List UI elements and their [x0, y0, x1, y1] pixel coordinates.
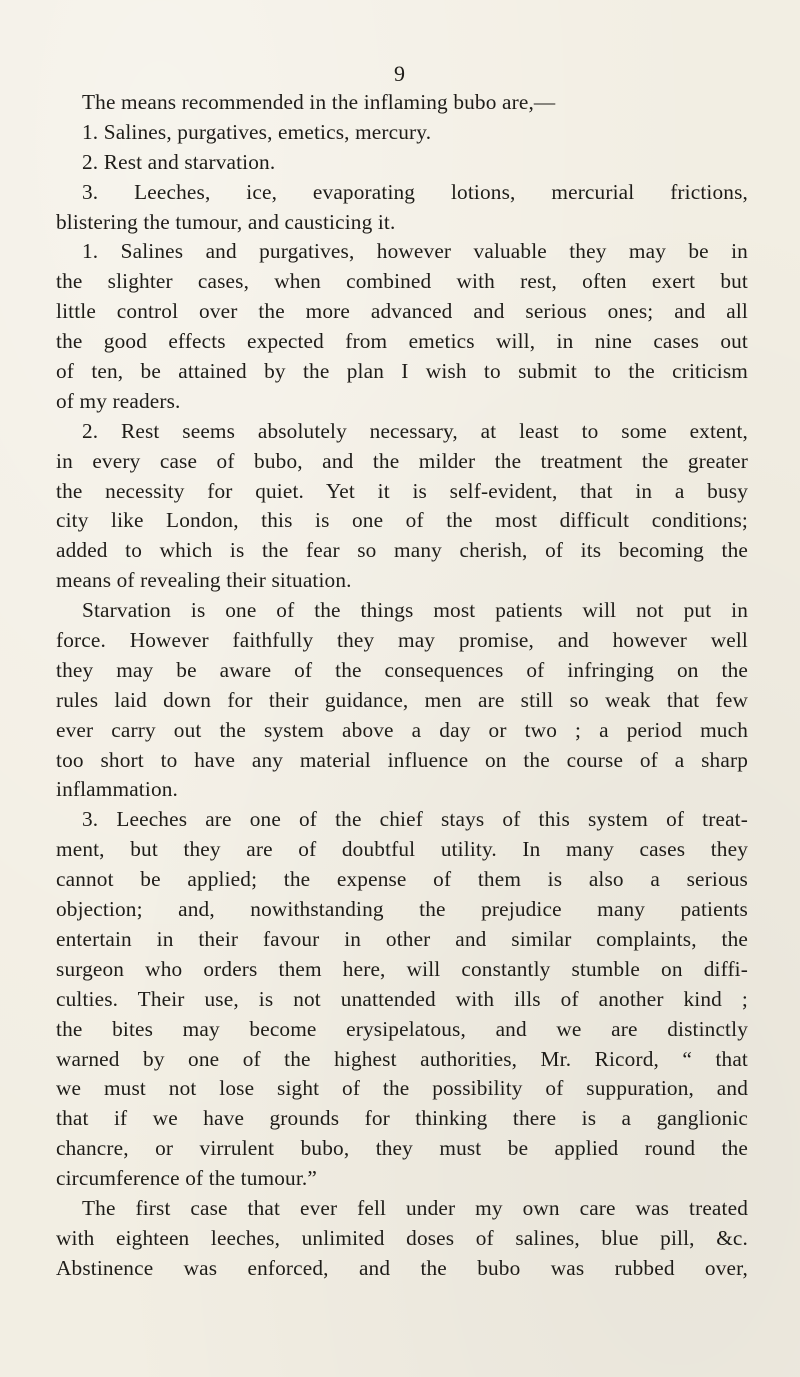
text-line: means of revealing their situation. — [56, 568, 352, 593]
text-line: 2. Rest seems absolutely necessary, at least to some extent, — [82, 418, 748, 443]
text-line: Starvation is one of the things most patients will not put in — [82, 598, 748, 623]
text-line: with eighteen leeches, unlimited doses of salines, blue pill, &c. — [56, 1225, 748, 1250]
text-line: entertain in their favour in other and similar complaints, the — [56, 926, 748, 951]
text-line: of ten, be attained by the plan I wish to submit to the criticism — [56, 359, 748, 384]
text-line: inflammation. — [56, 777, 179, 802]
text-line: the necessity for quiet. Yet it is self-evident, that in a busy — [56, 478, 748, 503]
text-line: 3. Leeches, ice, evaporating lotions, mercurial frictions, — [82, 179, 748, 204]
text-line: circumference of the tumour.” — [56, 1166, 317, 1191]
text-line: they may be aware of the consequences of infringing on the — [56, 657, 748, 682]
text-line: ment, but they are of doubtful utility. In many cases they — [56, 837, 748, 862]
text-line: objection; and, nowithstanding the prejudice many patients — [56, 897, 748, 922]
text-line: force. However faithfully they may promise, and however well — [56, 628, 748, 653]
text-line: cannot be applied; the expense of them is also a serious — [56, 867, 748, 892]
text-line: the bites may become erysipelatous, and we are distinctly — [56, 1016, 748, 1041]
text-line: little control over the more advanced and serious ones; and all — [56, 299, 748, 324]
text-line: 2. Rest and starvation. — [82, 149, 276, 174]
text-line: of my readers. — [56, 388, 181, 413]
text-line: too short to have any material influence on the course of a sharp — [56, 747, 748, 772]
text-line: Abstinence was enforced, and the bubo was rubbed over, — [56, 1255, 748, 1280]
text-line: surgeon who orders them here, will constantly stumble on diffi- — [56, 956, 748, 981]
text-line: 3. Leeches are one of the chief stays of this system of treat- — [82, 807, 748, 832]
text-line: that if we have grounds for thinking there is a ganglionic — [56, 1106, 748, 1131]
text-line: the slighter cases, when combined with rest, often exert but — [56, 269, 748, 294]
text-line: 1. Salines and purgatives, however valuable they may be in — [82, 239, 748, 264]
page-number: 9 — [394, 61, 406, 86]
text-line: culties. Their use, is not unattended with ills of another kind ; — [56, 986, 748, 1011]
text-line: chancre, or virrulent bubo, they must be applied round the — [56, 1136, 748, 1161]
text-line: the good effects expected from emetics will, in nine cases out — [56, 329, 748, 354]
text-line: in every case of bubo, and the milder the treatment the greater — [56, 448, 748, 473]
text-line: warned by one of the highest authorities, Mr. Ricord, “ that — [56, 1046, 748, 1071]
text-line: ever carry out the system above a day or two ; a period much — [56, 717, 748, 742]
text-line: rules laid down for their guidance, men are still so weak that few — [56, 687, 748, 712]
text-line: The means recommended in the inflaming bubo are,— — [82, 90, 556, 114]
text-line: we must not lose sight of the possibility of suppuration, and — [56, 1076, 748, 1101]
text-line: blistering the tumour, and causticing it. — [56, 209, 396, 234]
text-line: city like London, this is one of the most difficult conditions; — [56, 508, 748, 533]
text-line: 1. Salines, purgatives, emetics, mercury. — [82, 119, 432, 144]
text-line: The first case that ever fell under my own care was treated — [82, 1195, 748, 1220]
body-text — [56, 88, 748, 1284]
text-line: added to which is the fear so many cherish, of its becoming the — [56, 538, 748, 563]
